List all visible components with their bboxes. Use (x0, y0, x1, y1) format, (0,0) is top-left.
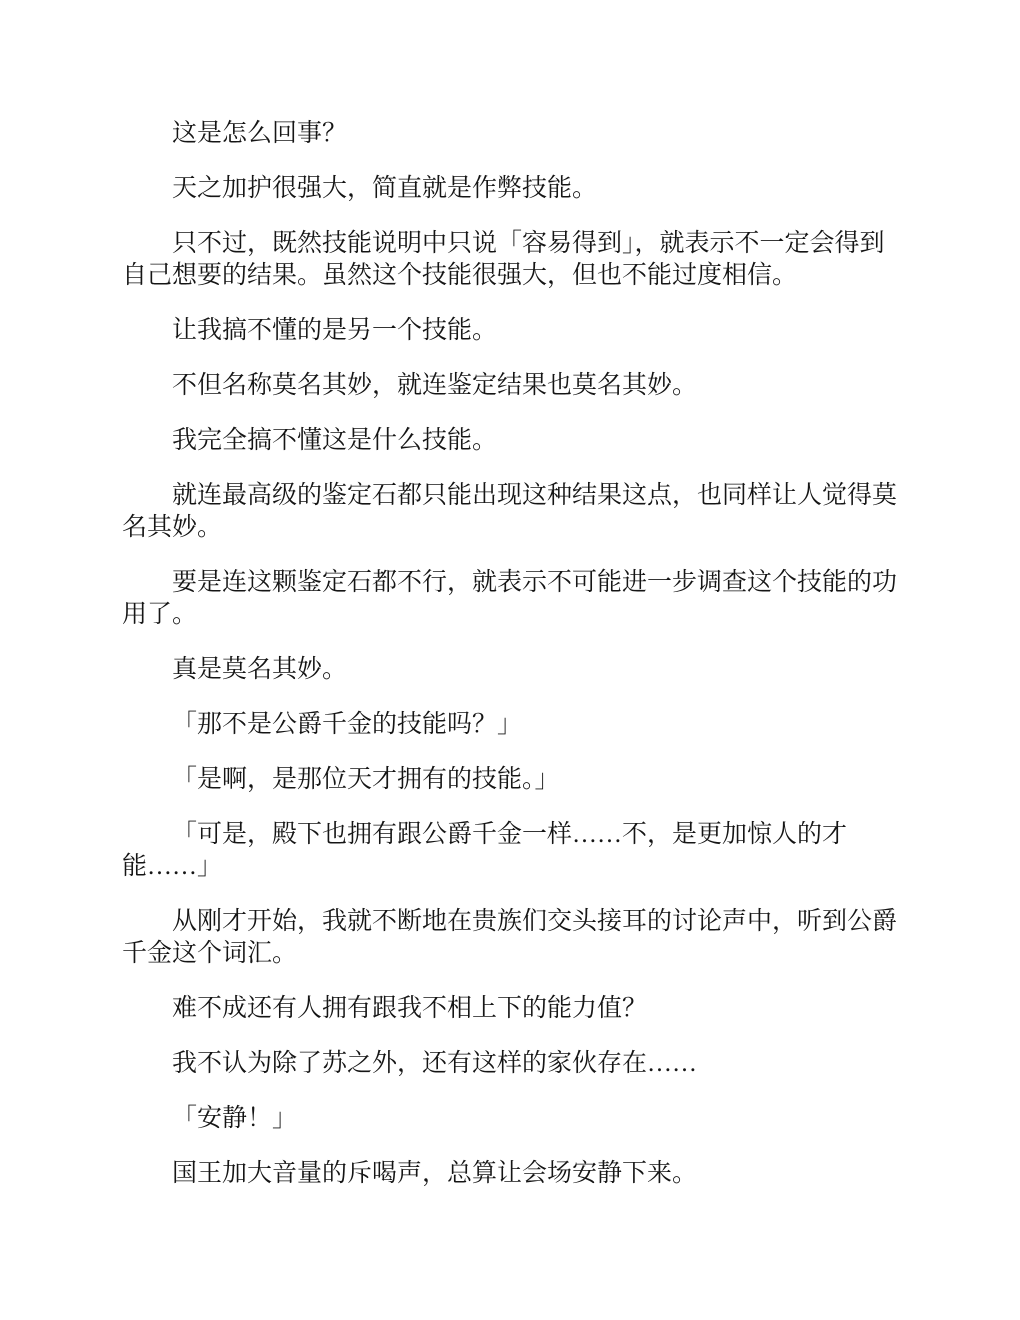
paragraph: 就连最高级的鉴定石都只能出现这种结果这点，也同样让人觉得莫名其妙。 (122, 482, 898, 541)
paragraph-dialogue: 「是啊，是那位天才拥有的技能。」 (172, 766, 560, 793)
paragraph-dialogue: 「那不是公爵千金的技能吗？」 (172, 711, 523, 738)
paragraph: 我不认为除了苏之外，还有这样的家伙存在…… (172, 1050, 698, 1077)
paragraph: 难不成还有人拥有跟我不相上下的能力值？ (172, 995, 648, 1022)
paragraph: 国王加大音量的斥喝声，总算让会场安静下来。 (172, 1160, 698, 1187)
paragraph: 天之加护很强大，简直就是作弊技能。 (172, 175, 598, 202)
paragraph: 不但名称莫名其妙，就连鉴定结果也莫名其妙。 (172, 372, 698, 399)
paragraph: 从刚才开始，我就不断地在贵族们交头接耳的讨论声中，听到公爵千金这个词汇。 (122, 908, 898, 967)
novel-text-body (122, 118, 898, 1190)
paragraph: 我完全搞不懂这是什么技能。 (172, 427, 498, 454)
paragraph: 只不过，既然技能说明中只说「容易得到」，就表示不一定会得到自己想要的结果。虽然这个技能很强大，但也不能过度相信。 (122, 230, 885, 289)
paragraph: 真是莫名其妙。 (172, 656, 348, 683)
paragraph: 让我搞不懂的是另一个技能。 (172, 317, 498, 344)
paragraph-dialogue: 「安静！」 (172, 1105, 298, 1132)
paragraph: 要是连这颗鉴定石都不行，就表示不可能进一步调查这个技能的功用了。 (122, 569, 898, 628)
paragraph-dialogue: 「可是，殿下也拥有跟公爵千金一样……不，是更加惊人的才能……」 (122, 821, 848, 880)
paragraph: 这是怎么回事？ (172, 120, 348, 147)
